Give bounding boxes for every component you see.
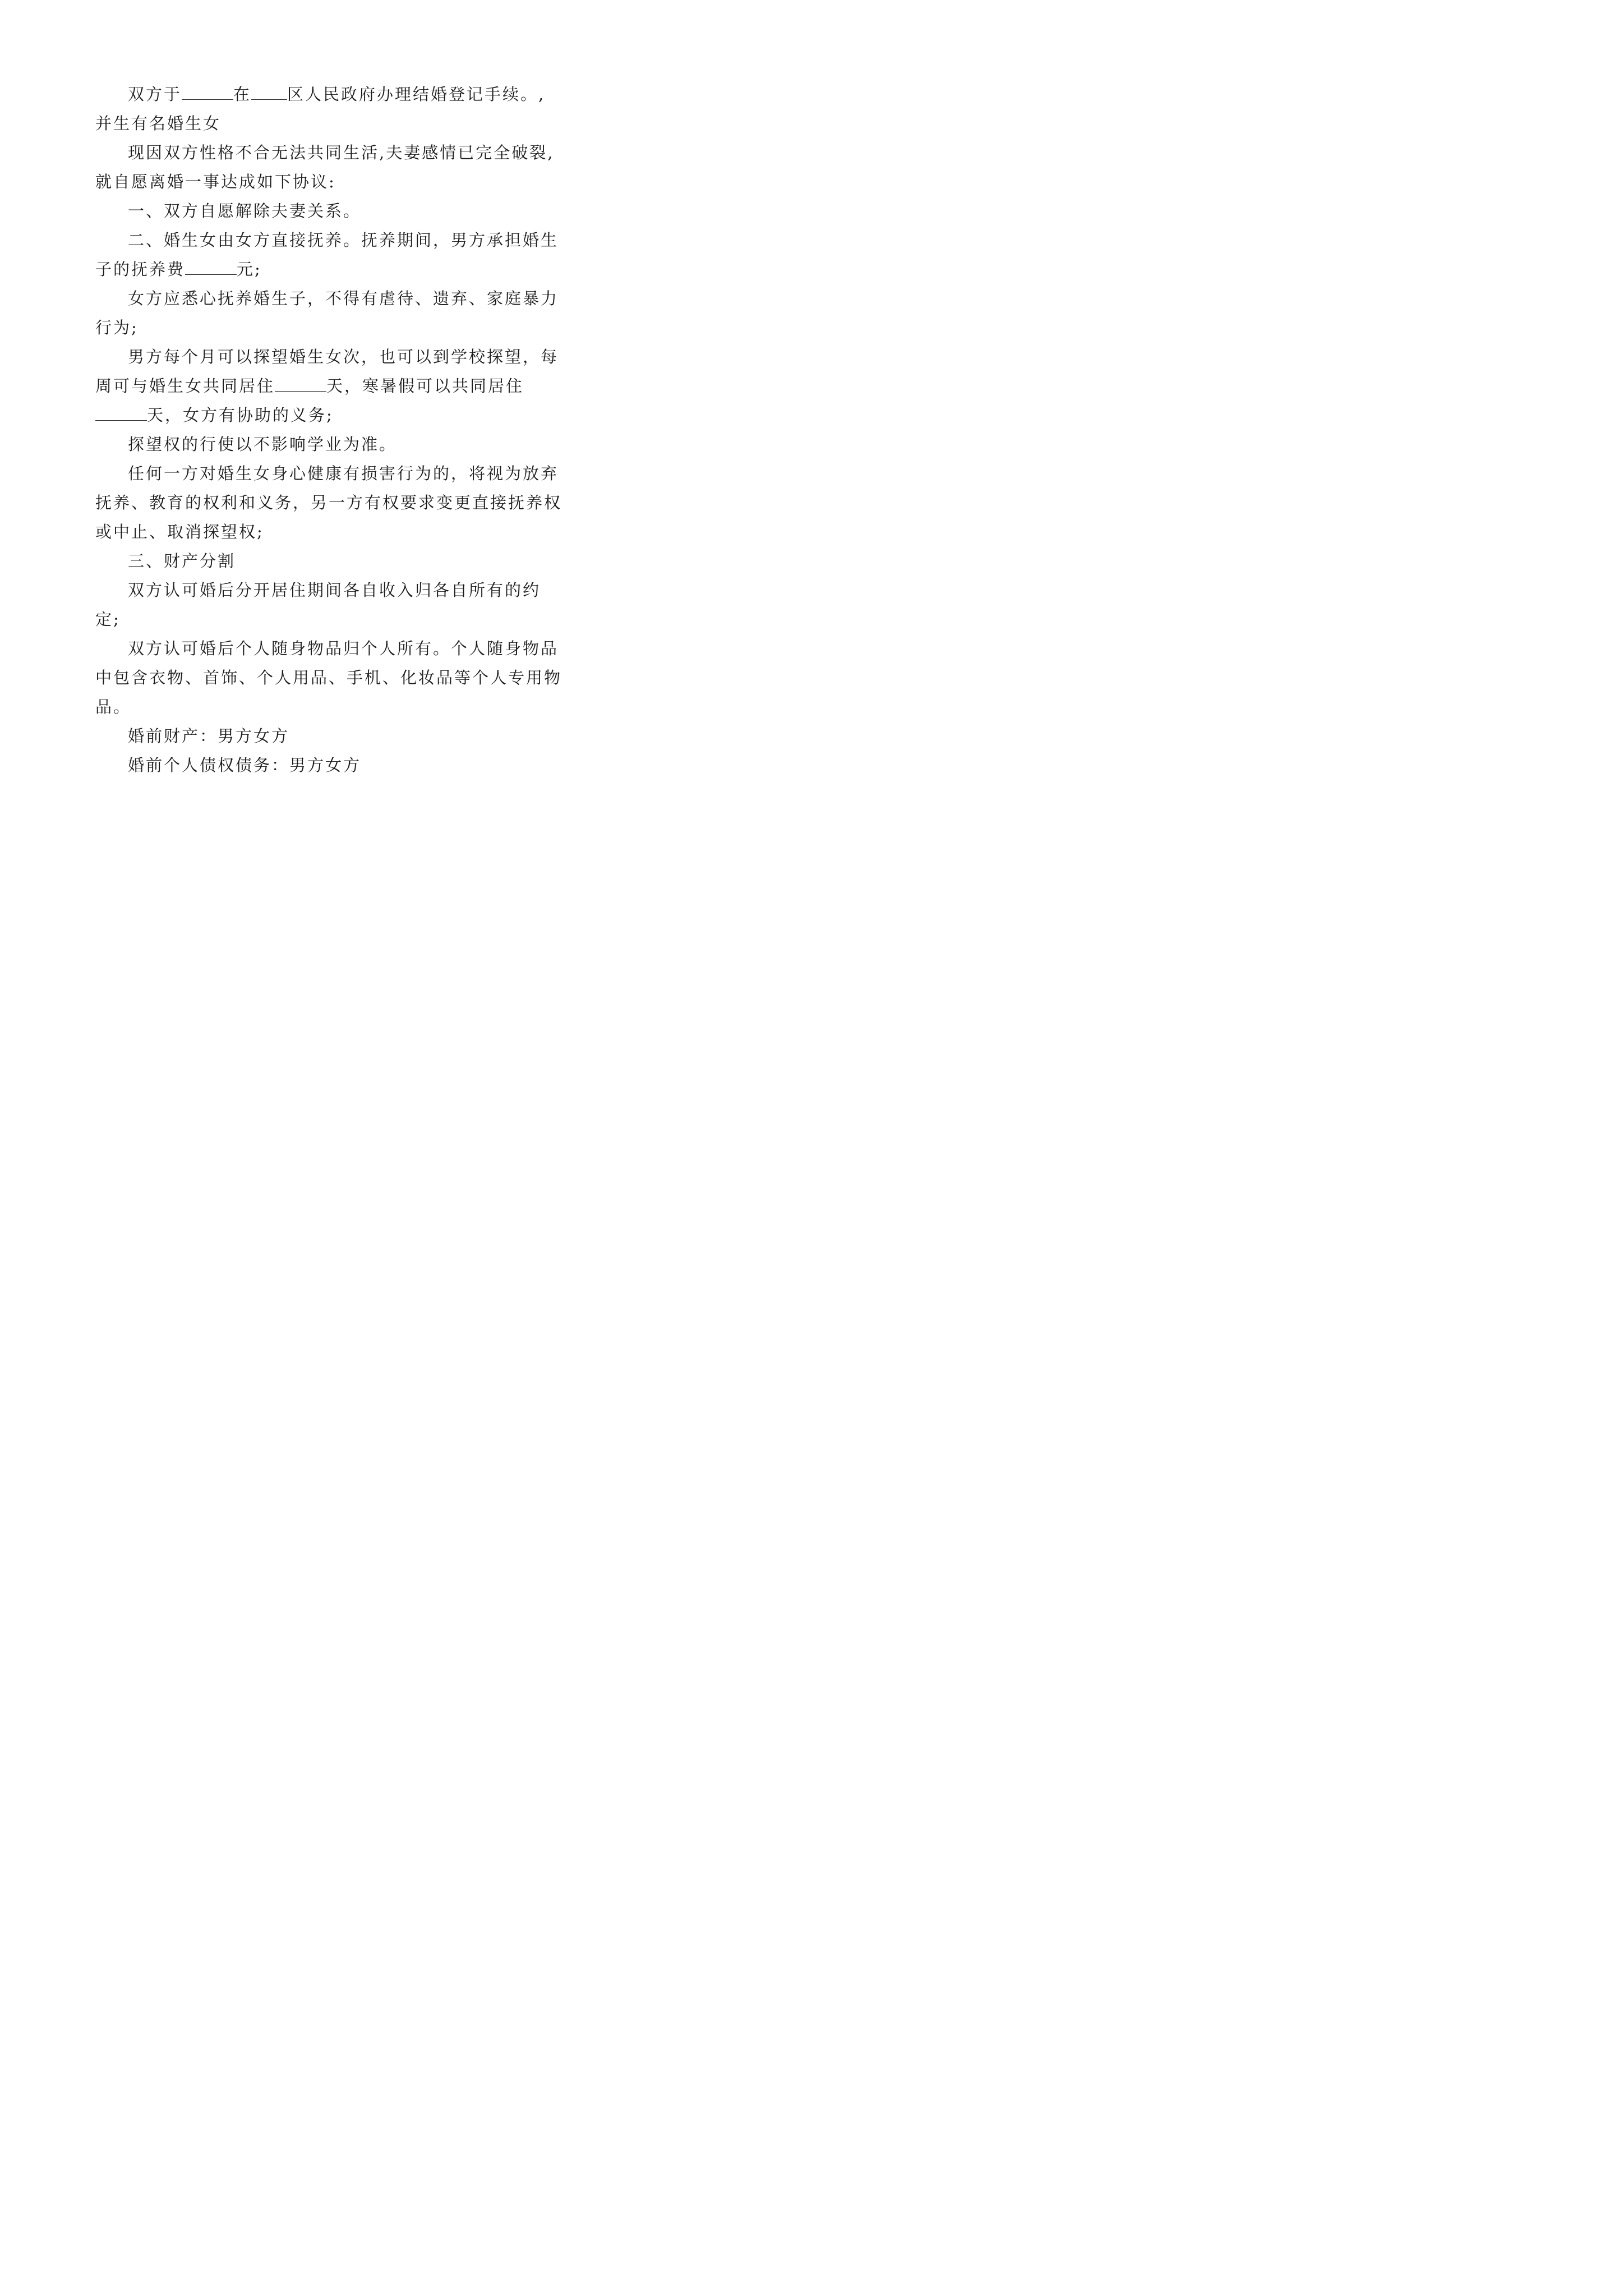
- text-segment: 周可与婚生女共同居住: [95, 376, 275, 395]
- paragraph-belongings-line-2: 中包含衣物、首饰、个人用品、手机、化妆品等个人专用物: [95, 668, 562, 687]
- paragraph-harm-line-3: 或中止、取消探望权;: [95, 522, 264, 541]
- paragraph-visitation-line-2: [95, 376, 524, 396]
- blank-weekly-days: [275, 376, 326, 392]
- paragraph-visitation-line-3: [95, 405, 334, 425]
- text-segment: 天，女方有协助的义务;: [147, 406, 334, 425]
- text-segment: 子的抚养费: [95, 260, 186, 279]
- premarital-property: 婚前财产：男方女方: [128, 726, 290, 746]
- text-segment: 元;: [237, 260, 262, 279]
- clause-2-line-2: [95, 259, 262, 279]
- blank-date: [182, 85, 233, 100]
- text-segment: 在: [233, 85, 252, 104]
- document-page: [0, 0, 615, 870]
- paragraph-belongings-line-3: 品。: [95, 697, 132, 716]
- paragraph-income-line-1: 双方认可婚后分开居住期间各自收入归各自所有的约: [128, 581, 541, 600]
- text-segment: 区人民政府办理结婚登记手续。,: [287, 85, 546, 104]
- paragraph-visitation-limit: 探望权的行使以不影响学业为准。: [128, 435, 398, 454]
- paragraph-belongings-line-1: 双方认可婚后个人随身物品归个人所有。个人随身物品: [128, 639, 559, 658]
- paragraph-income-line-2: 定;: [95, 610, 121, 629]
- premarital-debts: 婚前个人债权债务：男方女方: [128, 756, 362, 775]
- paragraph-registration-line-1: [128, 84, 545, 104]
- clause-1: 一、双方自愿解除夫妻关系。: [128, 201, 362, 220]
- paragraph-reason-line-2: 就自愿离婚一事达成如下协议:: [95, 172, 336, 191]
- paragraph-care-line-2: 行为;: [95, 318, 139, 337]
- clause-2-line-1: 二、婚生女由女方直接抚养。抚养期间，男方承担婚生: [128, 231, 559, 250]
- paragraph-registration-line-2: 并生有名婚生女: [95, 114, 222, 133]
- paragraph-harm-line-2: 抚养、教育的权利和义务，另一方有权要求变更直接抚养权: [95, 493, 562, 512]
- text-segment: 天，寒暑假可以共同居住: [326, 376, 524, 395]
- text-segment: 双方于: [128, 85, 182, 104]
- blank-support-amount: [185, 260, 237, 275]
- paragraph-harm-line-1: 任何一方对婚生女身心健康有损害行为的，将视为放弃: [128, 464, 559, 483]
- blank-district: [251, 85, 287, 100]
- paragraph-care-line-1: 女方应悉心抚养婚生子，不得有虐待、遗弃、家庭暴力: [128, 289, 559, 308]
- paragraph-reason-line-1: 现因双方性格不合无法共同生活,夫妻感情已完全破裂,: [128, 143, 555, 162]
- paragraph-visitation-line-1: 男方每个月可以探望婚生女次，也可以到学校探望，每: [128, 347, 559, 366]
- blank-holiday-days: [95, 406, 147, 421]
- clause-3-heading: 三、财产分割: [128, 551, 236, 570]
